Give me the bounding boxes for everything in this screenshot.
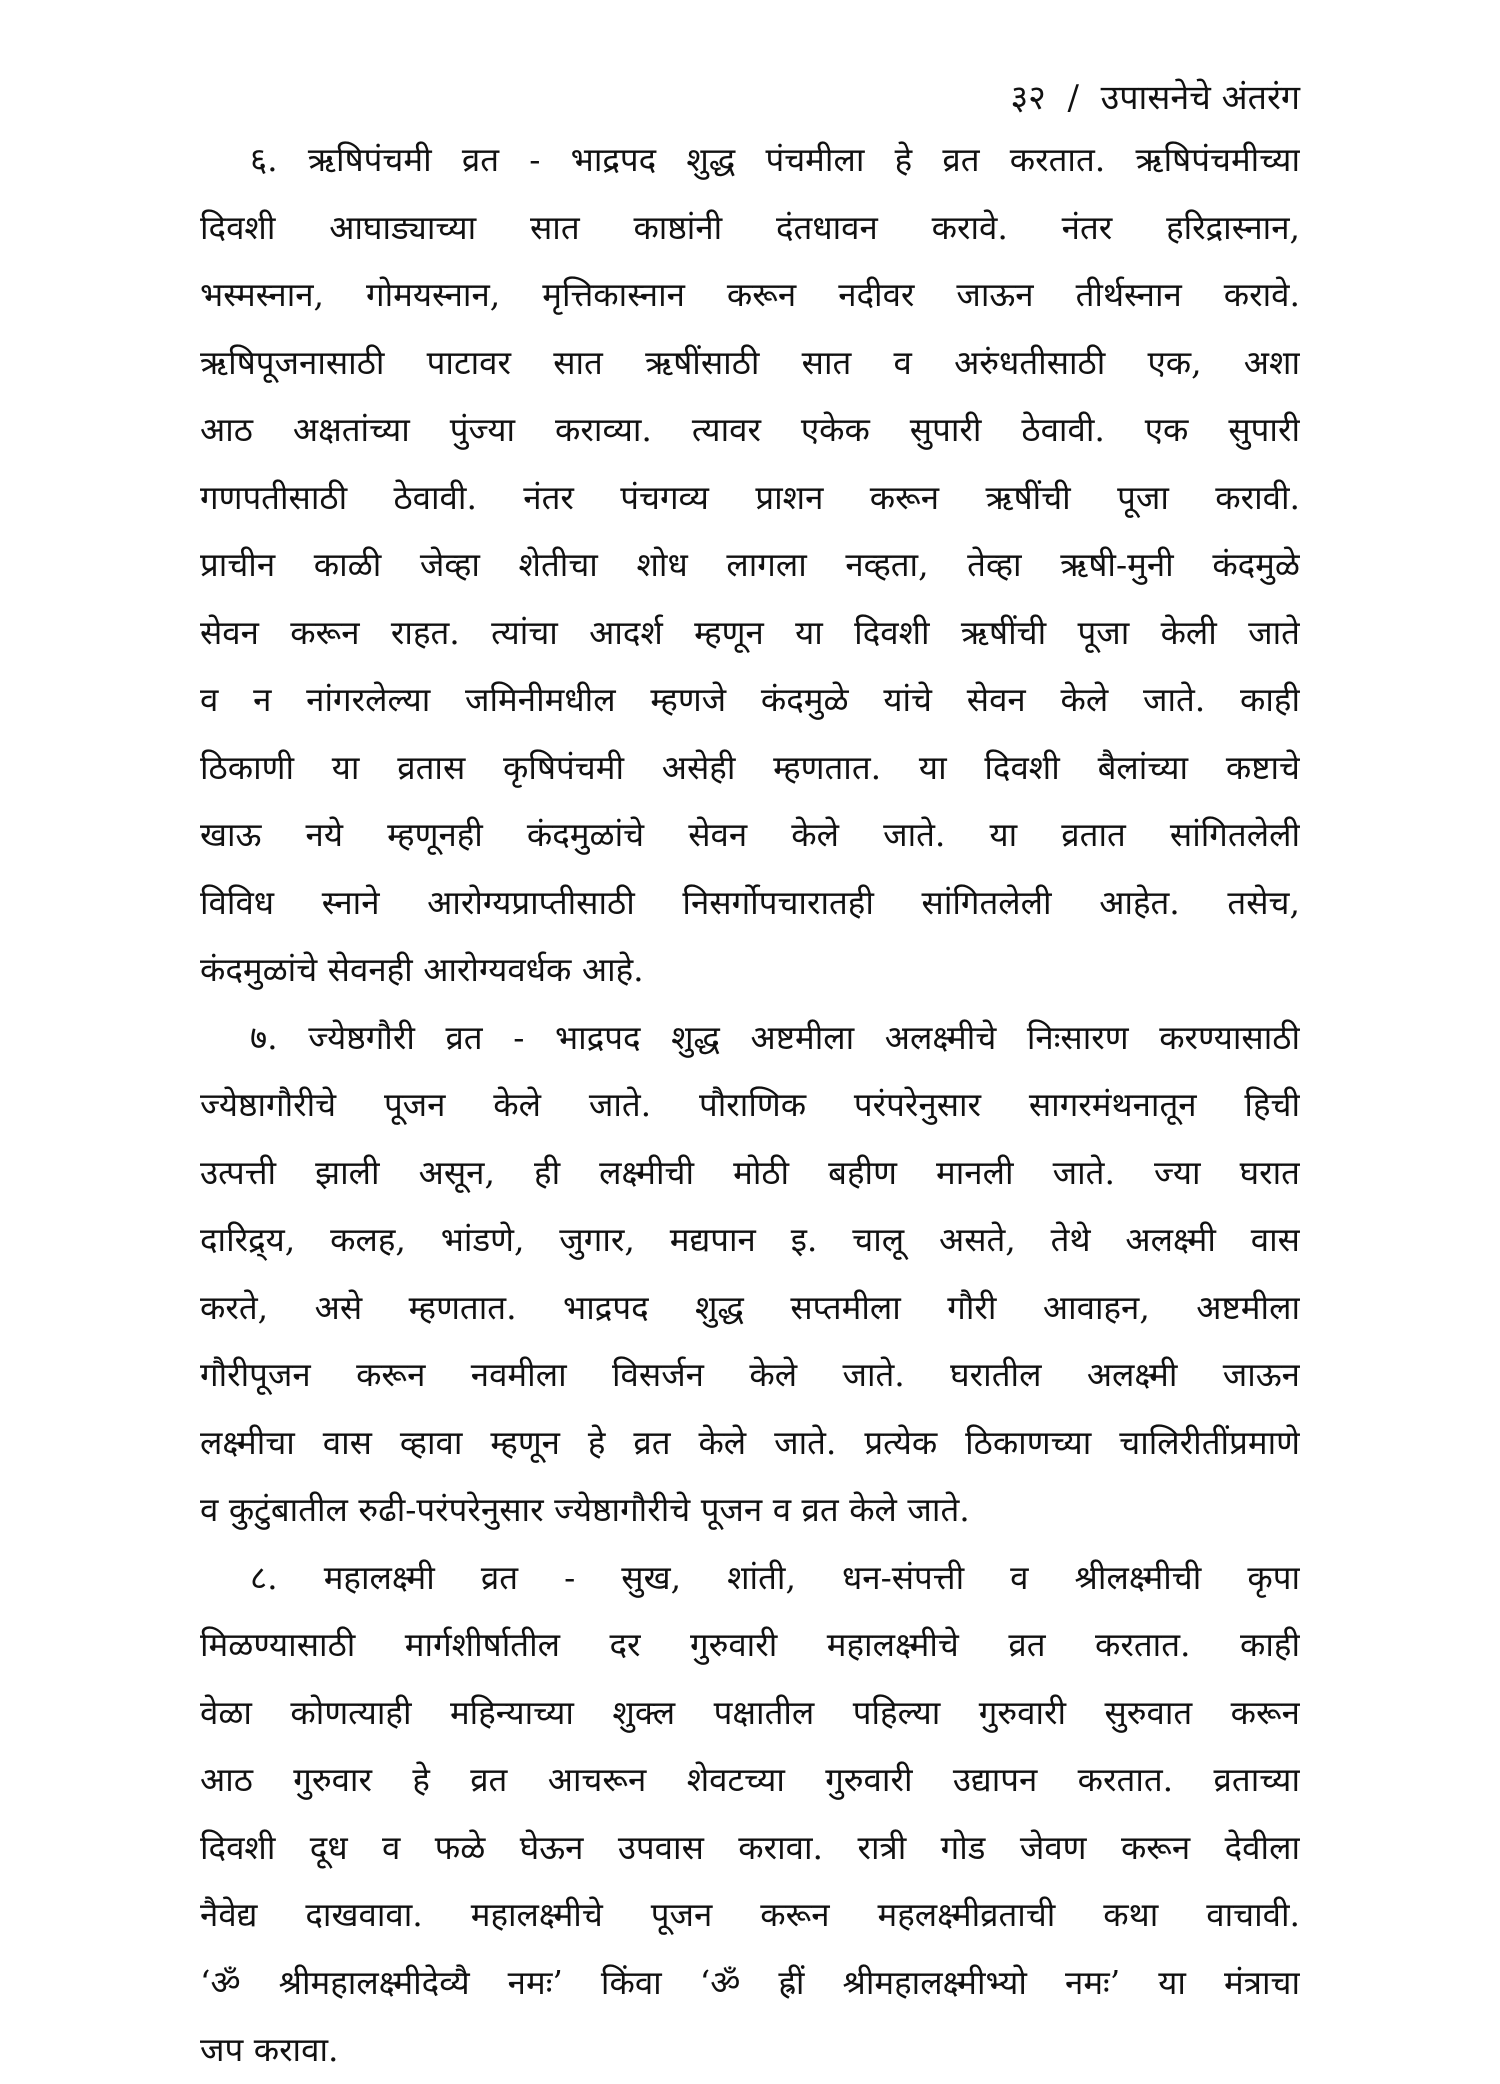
text-line: गौरीपूजन करून नवमीला विसर्जन केले जाते. घरातील अलक्ष्मी जाऊन xyxy=(200,1355,1300,1394)
text-line: लक्ष्मीचा वास व्हावा म्हणून हे व्रत केले जाते. प्रत्येक ठिकाणच्या चालिरीतींप्रमाणे xyxy=(200,1422,1300,1462)
text-line: विविध स्नाने आरोग्यप्राप्तीसाठी निसर्गोपचारातही सांगितलेली आहेत. तसेच, xyxy=(200,882,1300,922)
header-separator: / xyxy=(1067,78,1079,118)
text-line: कंदमुळांचे सेवनही आरोग्यवर्धक आहे. xyxy=(200,950,644,989)
book-page xyxy=(200,70,1300,2069)
paragraph-rishipanchami xyxy=(200,126,1300,1004)
text-line: गणपतीसाठी ठेवावी. नंतर पंचगव्य प्राशन करून ऋषींची पूजा करावी. xyxy=(200,477,1300,517)
text-line: उत्पत्ती झाली असून, ही लक्ष्मीची मोठी बहीण मानली जाते. ज्या घरात xyxy=(200,1152,1300,1192)
running-header xyxy=(200,70,1300,126)
text-line: जप करावा. xyxy=(200,2030,339,2069)
paragraph-jyeshthagauri xyxy=(200,1004,1300,1544)
paragraph-mahalakshmi xyxy=(200,1544,1300,2084)
text-line: सेवन करून राहत. त्यांचा आदर्श म्हणून या दिवशी ऋषींची पूजा केली जाते xyxy=(200,612,1300,652)
text-line: नैवेद्य दाखवावा. महालक्ष्मीचे पूजन करून महलक्ष्मीव्रताची कथा वाचावी. xyxy=(200,1895,1300,1934)
text-line: ८. महालक्ष्मी व्रत - सुख, शांती, धन-संपत्ती व श्रीलक्ष्मीची कृपा xyxy=(250,1557,1300,1597)
text-line: आठ अक्षतांच्या पुंज्या कराव्या. त्यावर एकेक सुपारी ठेवावी. एक सुपारी xyxy=(200,410,1300,449)
text-line: व न नांगरलेल्या जमिनीमधील म्हणजे कंदमुळे यांचे सेवन केले जाते. काही xyxy=(200,680,1300,719)
text-line: मिळण्यासाठी मार्गशीर्षातील दर गुरुवारी महालक्ष्मीचे व्रत करतात. काही xyxy=(200,1625,1300,1664)
page-number: ३२ xyxy=(1010,78,1046,118)
text-line: वेळा कोणत्याही महिन्याच्या शुक्ल पक्षातील पहिल्या गुरुवारी सुरुवात करून xyxy=(200,1692,1300,1732)
text-line: खाऊ नये म्हणूनही कंदमुळांचे सेवन केले जाते. या व्रतात सांगितलेली xyxy=(200,815,1300,854)
text-line: दारिद्र्य, कलह, भांडणे, जुगार, मद्यपान इ. चालू असते, तेथे अलक्ष्मी वास xyxy=(200,1220,1300,1259)
text-line: करते, असे म्हणतात. भाद्रपद शुद्ध सप्तमीला गौरी आवाहन, अष्टमीला xyxy=(200,1287,1300,1327)
book-title: उपासनेचे अंतरंग xyxy=(1100,78,1300,118)
text-line: आठ गुरुवार हे व्रत आचरून शेवटच्या गुरुवारी उद्यापन करतात. व्रताच्या xyxy=(200,1760,1300,1799)
text-line: प्राचीन काळी जेव्हा शेतीचा शोध लागला नव्हता, तेव्हा ऋषी-मुनी कंदमुळे xyxy=(200,545,1300,584)
text-line: ऋषिपूजनासाठी पाटावर सात ऋषींसाठी सात व अरुंधतीसाठी एक, अशा xyxy=(200,342,1300,382)
text-line: दिवशी दूध व फळे घेऊन उपवास करावा. रात्री गोड जेवण करून देवीला xyxy=(200,1827,1300,1867)
text-line: ७. ज्येष्ठगौरी व्रत - भाद्रपद शुद्ध अष्टमीला अलक्ष्मीचे निःसारण करण्यासाठी xyxy=(250,1017,1300,1057)
text-line: दिवशी आघाड्याच्या सात काष्ठांनी दंतधावन करावे. नंतर हरिद्रास्नान, xyxy=(200,207,1300,247)
text-line: ठिकाणी या व्रतास कृषिपंचमी असेही म्हणतात. या दिवशी बैलांच्या कष्टाचे xyxy=(200,747,1300,787)
text-line: भस्मस्नान, गोमयस्नान, मृत्तिकास्नान करून नदीवर जाऊन तीर्थस्नान करावे. xyxy=(200,275,1300,314)
text-line: ६. ऋषिपंचमी व्रत - भाद्रपद शुद्ध पंचमीला हे व्रत करतात. ऋषिपंचमीच्या xyxy=(250,140,1300,179)
text-line: व कुटुंबातील रुढी-परंपरेनुसार ज्येष्ठागौरीचे पूजन व व्रत केले जाते. xyxy=(200,1490,970,1529)
text-line: ‘ॐ श्रीमहालक्ष्मीदेव्यै नमः’ किंवा ‘ॐ ह्रीं श्रीमहालक्ष्मीभ्यो नमः’ या मंत्राचा xyxy=(200,1962,1300,2002)
text-line: ज्येष्ठागौरीचे पूजन केले जाते. पौराणिक परंपरेनुसार सागरमंथनातून हिची xyxy=(200,1085,1300,1124)
